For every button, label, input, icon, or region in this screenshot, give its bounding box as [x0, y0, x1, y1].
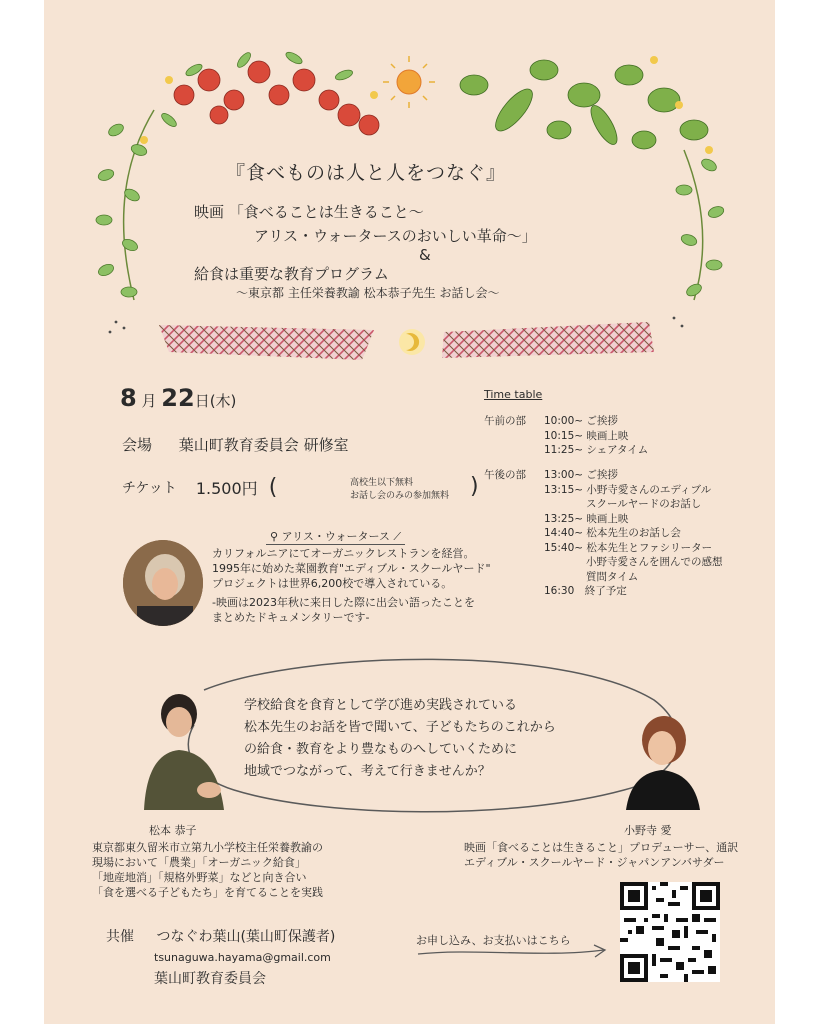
qr-code[interactable]	[620, 882, 720, 982]
onodera-bio	[464, 840, 738, 870]
film-title-line2: アリス・ウォータースのおいしい革命～」	[254, 227, 537, 245]
ticket-note-talk: お話し会のみの参加無料	[350, 491, 450, 501]
contact-email[interactable]: tsunaguwa.hayama@gmail.com	[154, 951, 331, 964]
matsumoto-bio-line: 東京都東久留米市立第九小学校主任栄養教諭の	[92, 841, 323, 854]
vegetable-wreath-illustration	[44, 0, 775, 370]
cohost-label: 共催	[106, 929, 134, 945]
matsumoto-photo	[134, 690, 239, 810]
talk-subtitle: ～東京都 主任栄養教諭 松本恭子先生 お話し会～	[236, 286, 500, 300]
arrow-right-icon	[414, 944, 614, 964]
date-month-unit: 月	[141, 392, 157, 410]
flyer	[44, 0, 775, 1024]
alice-name-text: アリス・ウォータース	[281, 530, 390, 543]
alice-bio-line: -映画は2023年秋に来日した際に出会い語ったことを	[212, 596, 475, 609]
cohost-name: つなぐわ葉山(葉山町保護者)	[156, 929, 336, 945]
message-line: の給食・教育をより豊なものへしていくために	[244, 742, 518, 757]
timetable-item: 13:25~ 映画上映	[544, 512, 629, 525]
ticket	[122, 474, 479, 505]
ticket-paren-close: )	[470, 474, 479, 499]
onodera-photo	[616, 710, 706, 810]
timetable-item: 13:00~ ご挨拶	[544, 469, 618, 481]
ticket-notes	[350, 477, 480, 503]
fork-icon: ⟋	[393, 530, 402, 543]
alice-bio-line: 1995年に始めた菜園教育"エディブル・スクールヤード"	[212, 562, 491, 575]
spoon-icon: ⚲	[270, 530, 279, 543]
onodera-name: 小野寺 愛	[624, 824, 672, 837]
matsumoto-bio-line: 現場において「農業」「オーガニック給食」	[92, 856, 306, 869]
matsumoto-bio-line: 「食を選べる子どもたち」を育てることを実践	[92, 886, 323, 899]
timetable-item: 10:15~ 映画上映	[544, 429, 629, 442]
timetable-pm-list	[544, 468, 723, 599]
onodera-bio-line: エディブル・スクールヤード・ジャパンアンバサダー	[464, 856, 725, 869]
alice-portrait-illustration	[123, 540, 203, 626]
alice-name	[266, 529, 405, 545]
timetable-item: スクールヤードのお話し	[544, 498, 702, 510]
date-day: 22	[161, 384, 195, 412]
venue	[122, 434, 349, 455]
ampersand: &	[419, 246, 431, 264]
message-line: 地域でつながって、考えて行きませんか？	[244, 764, 491, 779]
timetable-item: 11:25~ シェアタイム	[544, 444, 649, 456]
date-day-unit: 日	[194, 392, 210, 410]
cohost	[106, 926, 335, 946]
matsumoto-bio	[92, 840, 323, 900]
date-weekday: (木)	[209, 392, 237, 410]
timetable-item: 10:00~ ご挨拶	[544, 415, 618, 427]
film-title-line1: 映画 「食べることは生きること～	[194, 203, 424, 221]
event-date	[120, 384, 236, 412]
timetable-heading: Time table	[484, 388, 543, 401]
timetable-am-list	[544, 414, 648, 458]
ticket-price: 1.500円	[195, 479, 258, 498]
ticket-paren-open: (	[268, 475, 278, 500]
ticket-label: チケット	[122, 480, 177, 497]
alice-bio-line: カリフォルニアにてオーガニックレストランを経営。	[212, 547, 475, 560]
alice-bio-line: まとめたドキュメンタリーです-	[212, 611, 370, 624]
timetable-am-label: 午前の部	[484, 415, 526, 427]
message-line: 松本先生のお話を皆で聞いて、子どもたちのこれから	[244, 720, 556, 735]
board-of-education: 葉山町教育委員会	[154, 971, 266, 987]
venue-name: 葉山町教育委員会 研修室	[178, 436, 349, 454]
date-month: 8	[120, 384, 137, 412]
alice-bio-line: プロジェクトは世界6,200校で導入されている。	[212, 577, 453, 590]
onodera-bio-line: 映画「食べることは生きること」プロデューサー、通訳	[464, 841, 739, 854]
message-line: 学校給食を食育として学び進め実践されている	[244, 698, 518, 713]
timetable-item: 16:30 終了予定	[544, 585, 627, 597]
timetable-item: 小野寺愛さんを囲んでの感想	[544, 556, 723, 568]
apply-text: お申し込み、お支払いはこちら	[416, 934, 571, 947]
timetable-item: 15:40~ 松本先生とファシリーター	[544, 541, 713, 554]
venue-label: 会場	[122, 436, 153, 454]
timetable-item: 14:40~ 松本先生のお話し会	[544, 527, 681, 539]
timetable-item: 質問タイム	[544, 570, 639, 583]
timetable-item: 13:15~ 小野寺愛さんのエディブル	[544, 483, 712, 496]
timetable-pm-label: 午後の部	[484, 469, 526, 481]
alice-bio	[212, 546, 491, 625]
matsumoto-bio-line: 「地産地消」「規格外野菜」などと向き合い	[92, 871, 307, 884]
alice-photo	[123, 540, 203, 626]
program-title: 給食は重要な教育プログラム	[194, 265, 389, 283]
matsumoto-name: 松本 恭子	[149, 824, 197, 837]
main-title: 『食べものは人と人をつなぐ』	[226, 162, 507, 184]
ticket-note-free: 高校生以下無料	[350, 478, 414, 488]
message-text	[244, 695, 556, 783]
